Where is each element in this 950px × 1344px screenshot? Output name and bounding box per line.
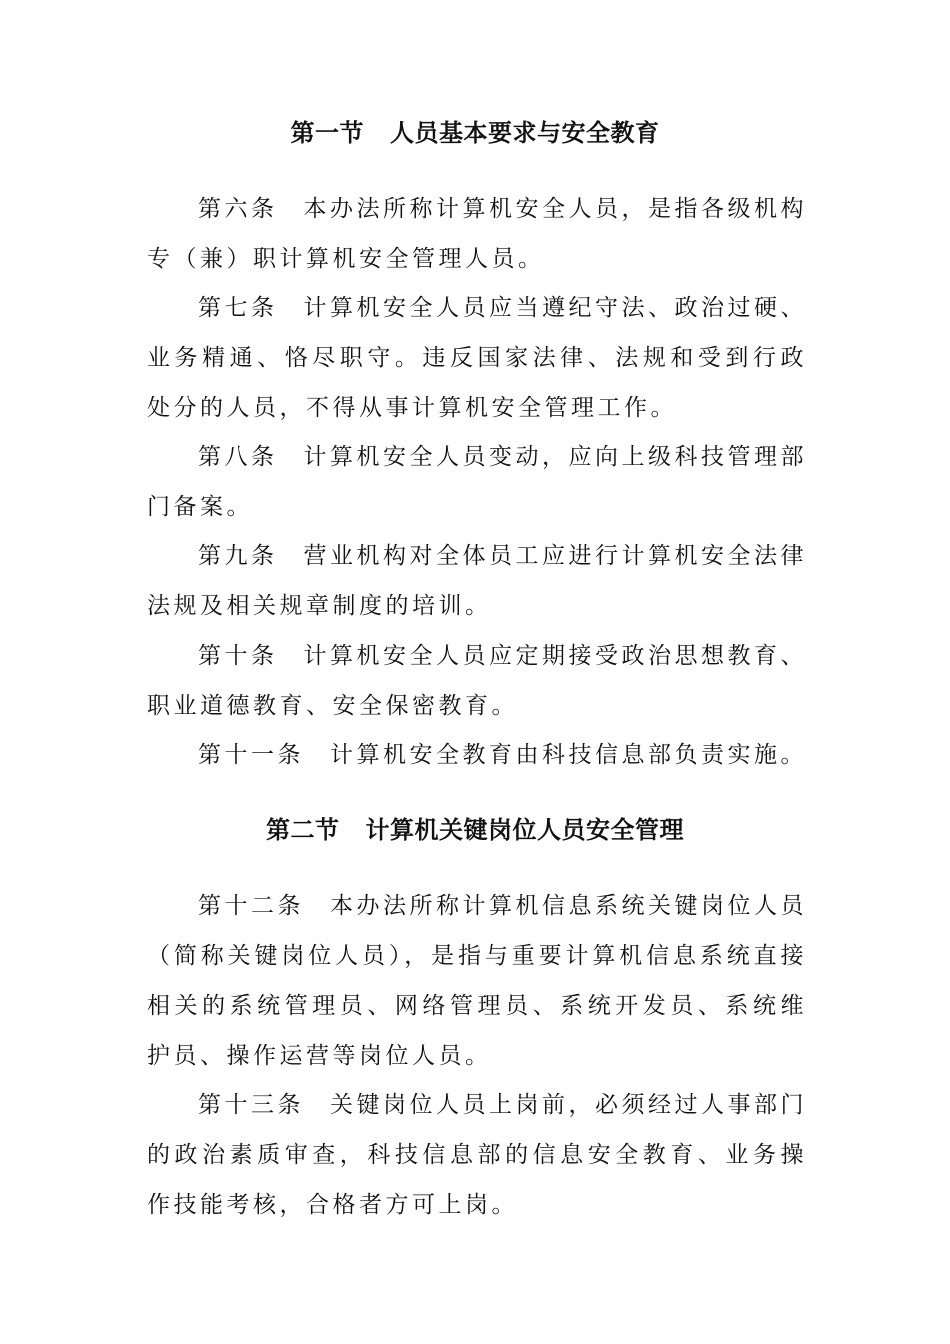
article-8-text: 计算机安全人员变动，应向上级科技管理部门备案。 (147, 444, 807, 520)
section-2-heading (0, 815, 950, 845)
article-13-number: 第十三条 (198, 1092, 304, 1118)
article-9-number: 第九条 (198, 543, 278, 569)
article-11-number: 第十一条 (198, 742, 304, 768)
article-12 (147, 881, 807, 1081)
article-6 (147, 184, 807, 284)
article-9 (147, 531, 807, 631)
article-12-text: 本办法所称计算机信息系统关键岗位人员（简称关键岗位人员），是指与重要计算机信息系统直接相关的系统管理员、网络管理员、系统开发员、系统维护员、操作运营等岗位人员。 (147, 893, 807, 1069)
article-8-number: 第八条 (198, 444, 278, 470)
article-7-text: 计算机安全人员应当遵纪守法、政治过硬、业务精通、恪尽职守。违反国家法律、法规和受到行政处分的人员，不得从事计算机安全管理工作。 (147, 295, 807, 421)
section-1-heading (0, 118, 950, 148)
section-1-number: 第一节 (290, 119, 364, 147)
article-7 (147, 283, 807, 433)
article-6-number: 第六条 (198, 196, 278, 222)
article-11 (147, 730, 807, 780)
article-13-text: 关键岗位人员上岗前，必须经过人事部门的政治素质审查，科技信息部的信息安全教育、业务操作技能考核，合格者方可上岗。 (147, 1092, 807, 1218)
article-10-number: 第十条 (198, 643, 278, 669)
article-10-text: 计算机安全人员应定期接受政治思想教育、职业道德教育、安全保密教育。 (147, 643, 807, 719)
article-9-text: 营业机构对全体员工应进行计算机安全法律法规及相关规章制度的培训。 (147, 543, 807, 619)
article-7-number: 第七条 (198, 295, 278, 321)
article-12-number: 第十二条 (198, 893, 304, 919)
section-2-title: 计算机关键岗位人员安全管理 (365, 816, 684, 844)
article-10 (147, 631, 807, 731)
article-8 (147, 432, 807, 532)
article-11-text: 计算机安全教育由科技信息部负责实施。 (330, 742, 807, 768)
article-13 (147, 1080, 807, 1230)
section-2-number: 第二节 (266, 816, 340, 844)
section-1-title: 人员基本要求与安全教育 (390, 119, 660, 147)
article-6-text: 本办法所称计算机安全人员，是指各级机构专（兼）职计算机安全管理人员。 (147, 196, 807, 272)
